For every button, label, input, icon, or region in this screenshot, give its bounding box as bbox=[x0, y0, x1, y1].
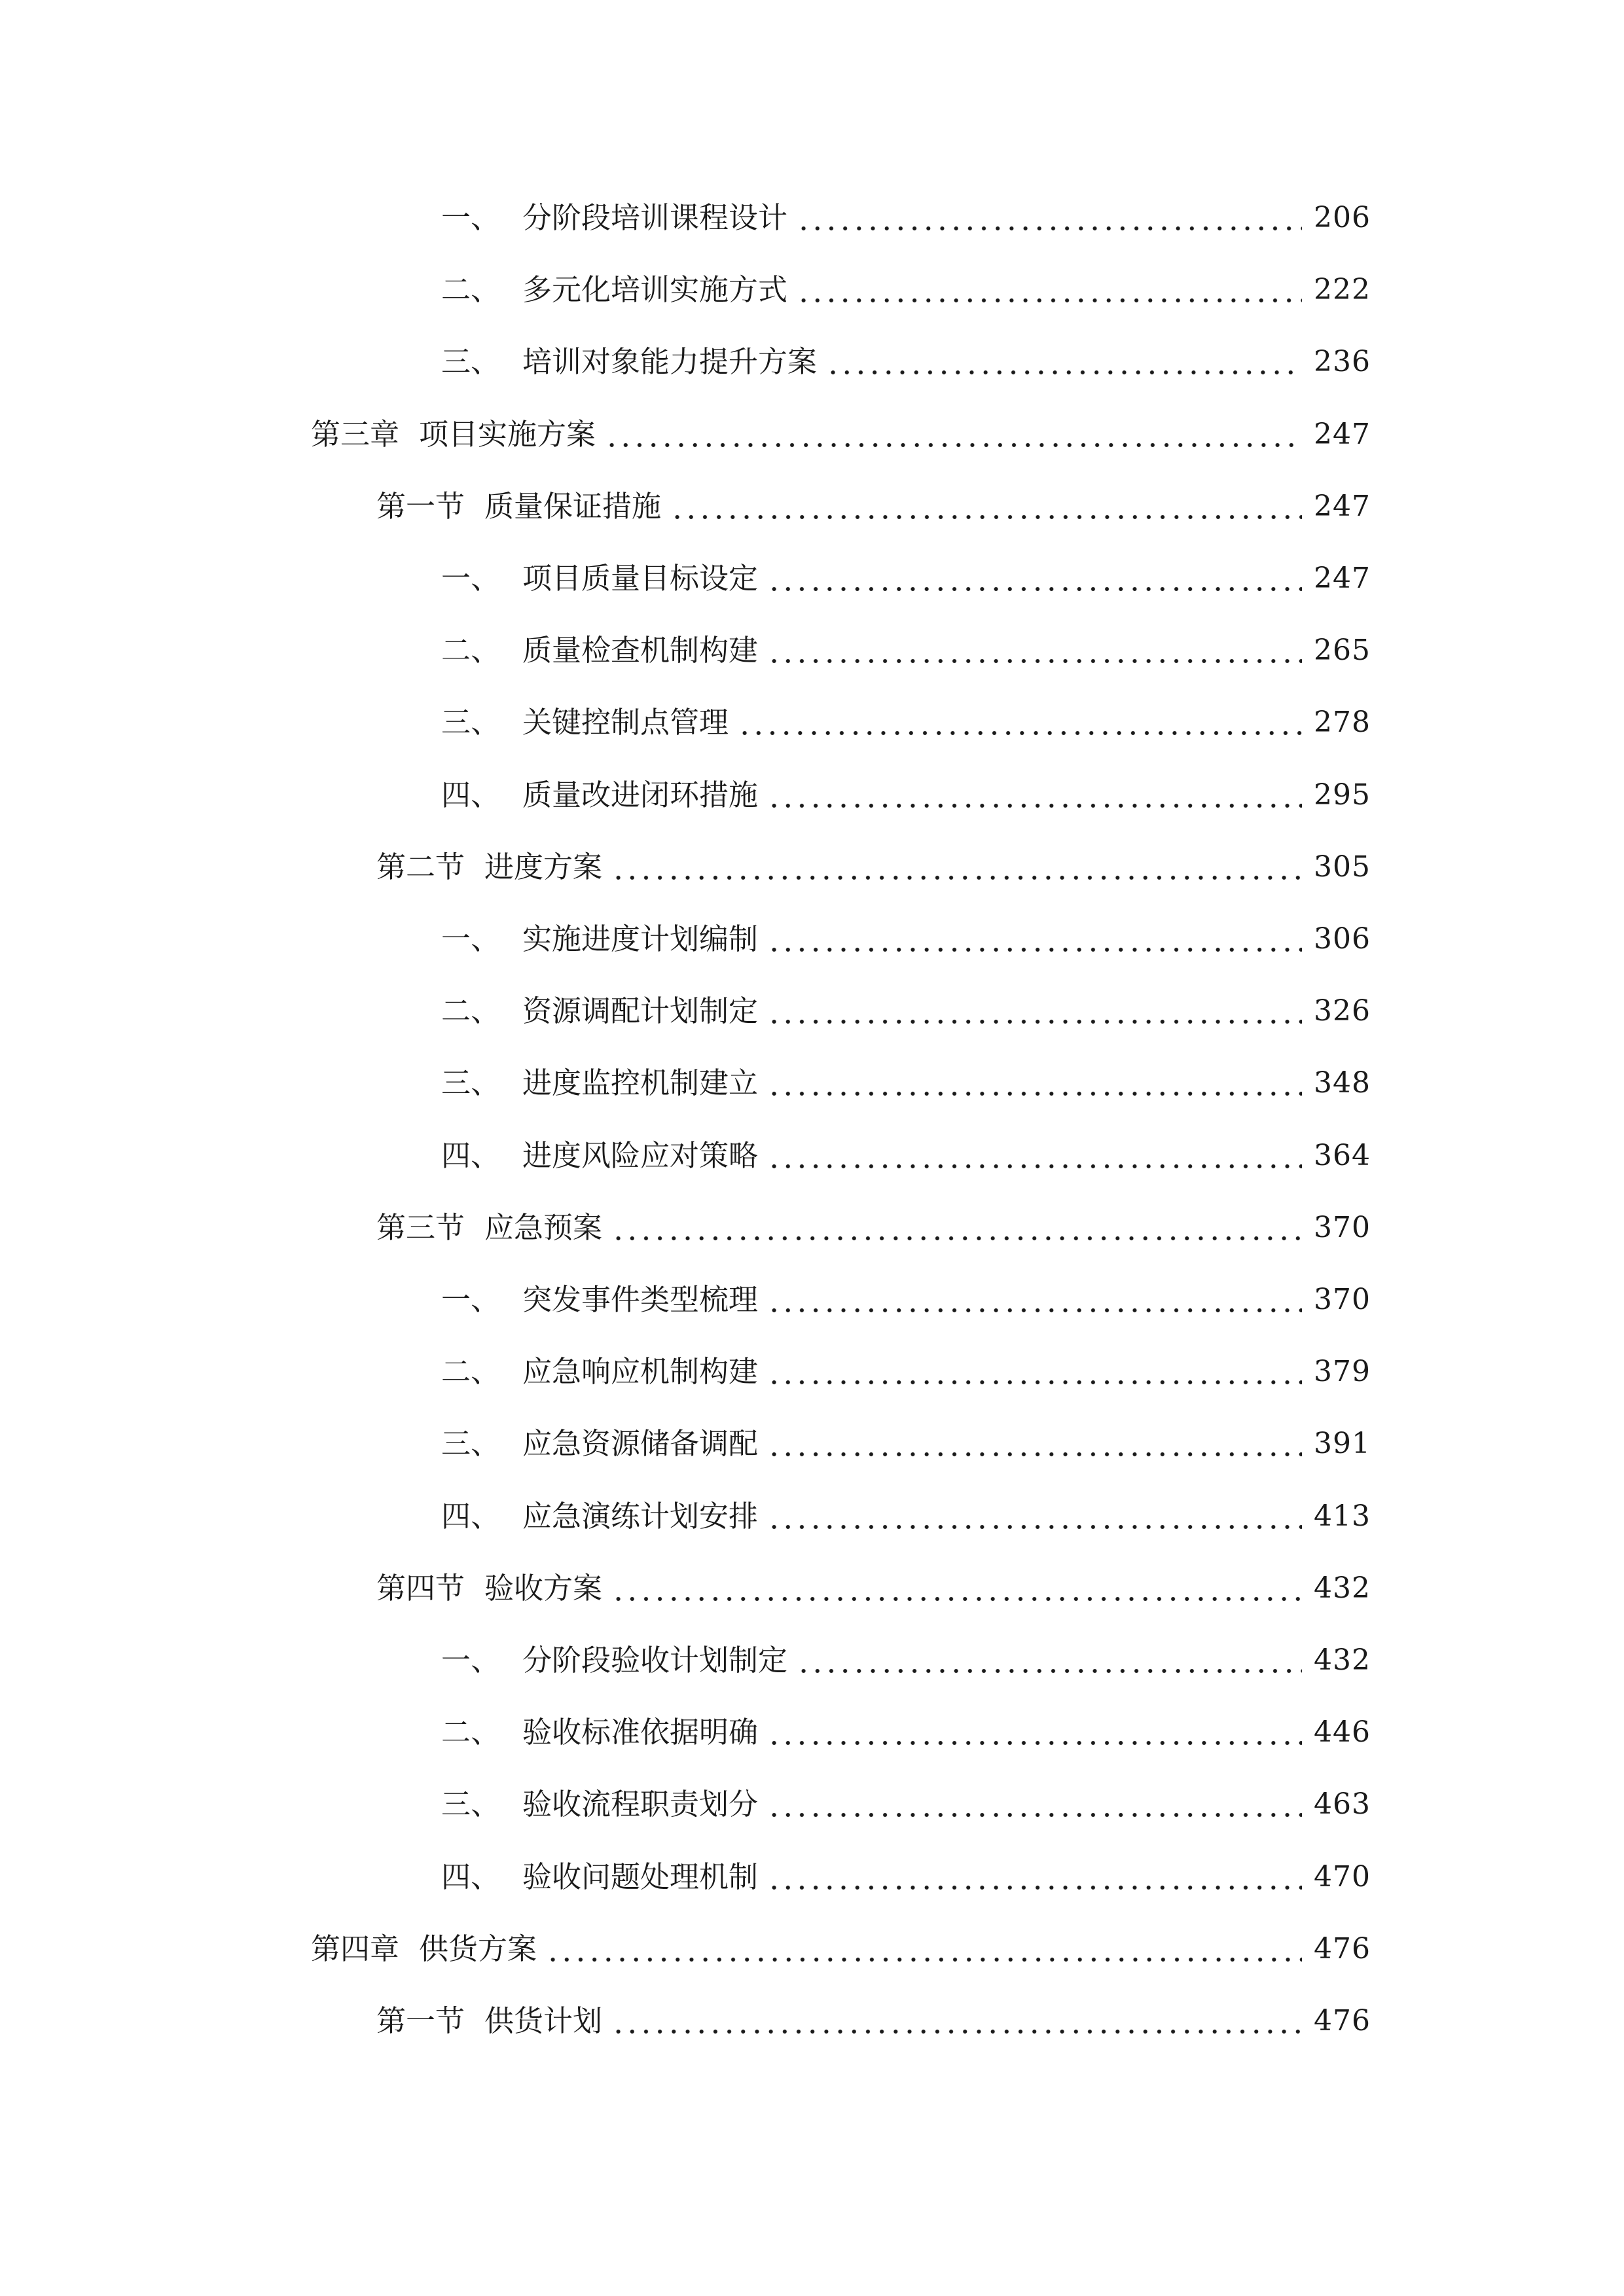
toc-entry-page-number: 247 bbox=[1314, 417, 1371, 451]
toc-entry-item[interactable] bbox=[441, 624, 1371, 677]
toc-entry-page-number: 278 bbox=[1314, 706, 1371, 740]
toc-entry-number: 第三章 bbox=[311, 416, 400, 452]
toc-entry-page-number: 432 bbox=[1314, 1643, 1371, 1677]
toc-entry-title: 供货方案 bbox=[419, 1931, 537, 1966]
toc-dot-leader bbox=[767, 624, 1302, 677]
toc-entry-page-number: 470 bbox=[1314, 1859, 1371, 1893]
toc-entry-number: 三、 bbox=[441, 1426, 501, 1462]
toc-entry-number: 第一节 bbox=[376, 488, 465, 524]
toc-dot-leader bbox=[767, 552, 1302, 605]
toc-entry-number: 一、 bbox=[441, 1643, 501, 1677]
toc-entry-page-number: 432 bbox=[1314, 1571, 1371, 1605]
toc-entry-item[interactable] bbox=[441, 1634, 1371, 1687]
toc-entry-number: 第二节 bbox=[376, 849, 465, 884]
toc-dot-leader bbox=[670, 480, 1302, 533]
toc-entry-item[interactable] bbox=[441, 696, 1371, 749]
toc-entry-number: 第四节 bbox=[376, 1570, 465, 1605]
toc-entry-title: 分阶段验收计划制定 bbox=[522, 1643, 788, 1677]
toc-entry-page-number: 391 bbox=[1314, 1427, 1371, 1461]
toc-entry-page-number: 247 bbox=[1314, 562, 1371, 595]
toc-entry-item[interactable] bbox=[441, 985, 1371, 1037]
toc-entry-item[interactable] bbox=[441, 336, 1371, 388]
toc-entry-number: 二、 bbox=[441, 272, 501, 308]
toc-entry-item[interactable] bbox=[441, 1274, 1371, 1326]
toc-dot-leader bbox=[767, 985, 1302, 1037]
toc-dot-leader bbox=[767, 1851, 1302, 1903]
toc-dot-leader bbox=[767, 913, 1302, 965]
toc-dot-leader bbox=[767, 1706, 1302, 1759]
toc-entry-section[interactable] bbox=[376, 1562, 1371, 1615]
toc-dot-leader bbox=[797, 264, 1302, 316]
toc-entry-item[interactable] bbox=[441, 1346, 1371, 1398]
toc-dot-leader bbox=[767, 1057, 1302, 1109]
toc-entry-page-number: 476 bbox=[1314, 2004, 1371, 2037]
toc-entry-title: 验收问题处理机制 bbox=[522, 1859, 759, 1894]
toc-dot-leader bbox=[767, 1346, 1302, 1398]
toc-entry-page-number: 265 bbox=[1314, 634, 1371, 668]
toc-entry-chapter[interactable] bbox=[311, 408, 1371, 461]
toc-entry-title: 资源调配计划制定 bbox=[522, 994, 759, 1029]
toc-entry-chapter[interactable] bbox=[311, 1923, 1371, 1975]
toc-entry-title: 验收方案 bbox=[484, 1570, 603, 1605]
toc-entry-item[interactable] bbox=[441, 1130, 1371, 1182]
toc-entry-page-number: 364 bbox=[1314, 1138, 1371, 1172]
toc-entry-page-number: 236 bbox=[1314, 345, 1371, 379]
toc-entry-item[interactable] bbox=[441, 769, 1371, 821]
toc-dot-leader bbox=[611, 1995, 1302, 2047]
toc-entry-title: 项目实施方案 bbox=[419, 416, 596, 452]
toc-entry-title: 验收流程职责划分 bbox=[522, 1787, 759, 1822]
toc-entry-page-number: 379 bbox=[1314, 1355, 1371, 1389]
toc-entry-page-number: 295 bbox=[1314, 778, 1371, 812]
toc-entry-title: 应急预案 bbox=[484, 1210, 603, 1245]
toc-entry-title: 进度监控机制建立 bbox=[522, 1066, 759, 1101]
toc-entry-title: 应急响应机制构建 bbox=[522, 1354, 759, 1390]
toc-entry-section[interactable] bbox=[376, 480, 1371, 533]
toc-entry-title: 实施进度计划编制 bbox=[522, 922, 759, 956]
toc-entry-number: 四、 bbox=[441, 777, 501, 812]
toc-dot-leader bbox=[767, 769, 1302, 821]
toc-entry-page-number: 370 bbox=[1314, 1283, 1371, 1316]
toc-dot-leader bbox=[605, 408, 1302, 461]
toc-entry-page-number: 463 bbox=[1314, 1787, 1371, 1821]
toc-entry-page-number: 247 bbox=[1314, 489, 1371, 523]
toc-entry-title: 应急资源储备调配 bbox=[522, 1426, 759, 1462]
toc-dot-leader bbox=[611, 841, 1302, 893]
toc-entry-section[interactable] bbox=[376, 1202, 1371, 1254]
toc-dot-leader bbox=[767, 1130, 1302, 1182]
toc-entry-title: 供货计划 bbox=[484, 2003, 603, 2038]
toc-entry-number: 第一节 bbox=[376, 2003, 465, 2038]
toc-entry-item[interactable] bbox=[441, 1490, 1371, 1543]
toc-dot-leader bbox=[826, 336, 1302, 388]
toc-entry-number: 三、 bbox=[441, 1066, 501, 1101]
toc-entry-page-number: 326 bbox=[1314, 994, 1371, 1028]
toc-entry-title: 关键控制点管理 bbox=[522, 705, 729, 740]
toc-dot-leader bbox=[611, 1562, 1302, 1615]
toc-entry-number: 三、 bbox=[441, 1787, 501, 1822]
toc-dot-leader bbox=[611, 1202, 1302, 1254]
toc-entry-title: 进度风险应对策略 bbox=[522, 1138, 759, 1173]
toc-entry-number: 二、 bbox=[441, 633, 501, 668]
toc-entry-number: 第四章 bbox=[311, 1931, 400, 1966]
toc-entry-number: 二、 bbox=[441, 1354, 501, 1390]
toc-entry-title: 项目质量目标设定 bbox=[522, 561, 759, 596]
toc-entry-item[interactable] bbox=[441, 1057, 1371, 1109]
toc-entry-title: 应急演练计划安排 bbox=[522, 1498, 759, 1534]
toc-entry-item[interactable] bbox=[441, 192, 1371, 244]
toc-entry-page-number: 305 bbox=[1314, 850, 1371, 884]
toc-entry-page-number: 222 bbox=[1314, 273, 1371, 307]
toc-entry-number: 一、 bbox=[441, 922, 501, 956]
toc-entry-item[interactable] bbox=[441, 1778, 1371, 1831]
toc-entry-title: 质量改进闭环措施 bbox=[522, 777, 759, 812]
toc-entry-title: 验收标准依据明确 bbox=[522, 1715, 759, 1750]
toc-dot-leader bbox=[767, 1490, 1302, 1543]
toc-entry-item[interactable] bbox=[441, 913, 1371, 965]
toc-dot-leader bbox=[738, 696, 1302, 749]
toc-entry-number: 四、 bbox=[441, 1859, 501, 1894]
toc-entry-title: 质量检查机制构建 bbox=[522, 633, 759, 668]
toc-dot-leader bbox=[797, 1634, 1302, 1687]
toc-entry-number: 一、 bbox=[441, 1282, 501, 1317]
toc-entry-section[interactable] bbox=[376, 841, 1371, 893]
toc-entry-page-number: 306 bbox=[1314, 922, 1371, 956]
toc-entry-number: 四、 bbox=[441, 1498, 501, 1534]
toc-entry-section[interactable] bbox=[376, 1995, 1371, 2047]
toc-dot-leader bbox=[767, 1274, 1302, 1326]
toc-entry-number: 一、 bbox=[441, 561, 501, 596]
toc-entry-item[interactable] bbox=[441, 264, 1371, 316]
toc-entry-number: 第三节 bbox=[376, 1210, 465, 1245]
toc-entry-number: 三、 bbox=[441, 705, 501, 740]
toc-entry-page-number: 370 bbox=[1314, 1210, 1371, 1244]
toc-entry-item[interactable] bbox=[441, 552, 1371, 605]
toc-dot-leader bbox=[767, 1778, 1302, 1831]
toc-entry-number: 二、 bbox=[441, 994, 501, 1029]
toc-entry-number: 三、 bbox=[441, 344, 501, 380]
toc-entry-page-number: 348 bbox=[1314, 1066, 1371, 1100]
toc-entry-number: 一、 bbox=[441, 200, 501, 235]
toc-dot-leader bbox=[797, 192, 1302, 244]
toc-entry-page-number: 446 bbox=[1314, 1715, 1371, 1749]
toc-entry-title: 分阶段培训课程设计 bbox=[522, 200, 788, 235]
toc-entry-page-number: 476 bbox=[1314, 1931, 1371, 1965]
toc-entry-page-number: 206 bbox=[1314, 201, 1371, 234]
toc-entry-title: 培训对象能力提升方案 bbox=[522, 344, 818, 380]
toc-entry-page-number: 413 bbox=[1314, 1499, 1371, 1533]
toc-entry-item[interactable] bbox=[441, 1418, 1371, 1470]
toc-entry-number: 二、 bbox=[441, 1715, 501, 1750]
toc-dot-leader bbox=[767, 1418, 1302, 1470]
toc-entry-item[interactable] bbox=[441, 1851, 1371, 1903]
toc-entry-title: 突发事件类型梳理 bbox=[522, 1282, 759, 1317]
toc-entry-title: 质量保证措施 bbox=[484, 488, 662, 524]
toc-entry-item[interactable] bbox=[441, 1706, 1371, 1759]
toc-entry-title: 进度方案 bbox=[484, 849, 603, 884]
toc-dot-leader bbox=[546, 1923, 1302, 1975]
toc-entry-number: 四、 bbox=[441, 1138, 501, 1173]
toc-entry-title: 多元化培训实施方式 bbox=[522, 272, 788, 308]
